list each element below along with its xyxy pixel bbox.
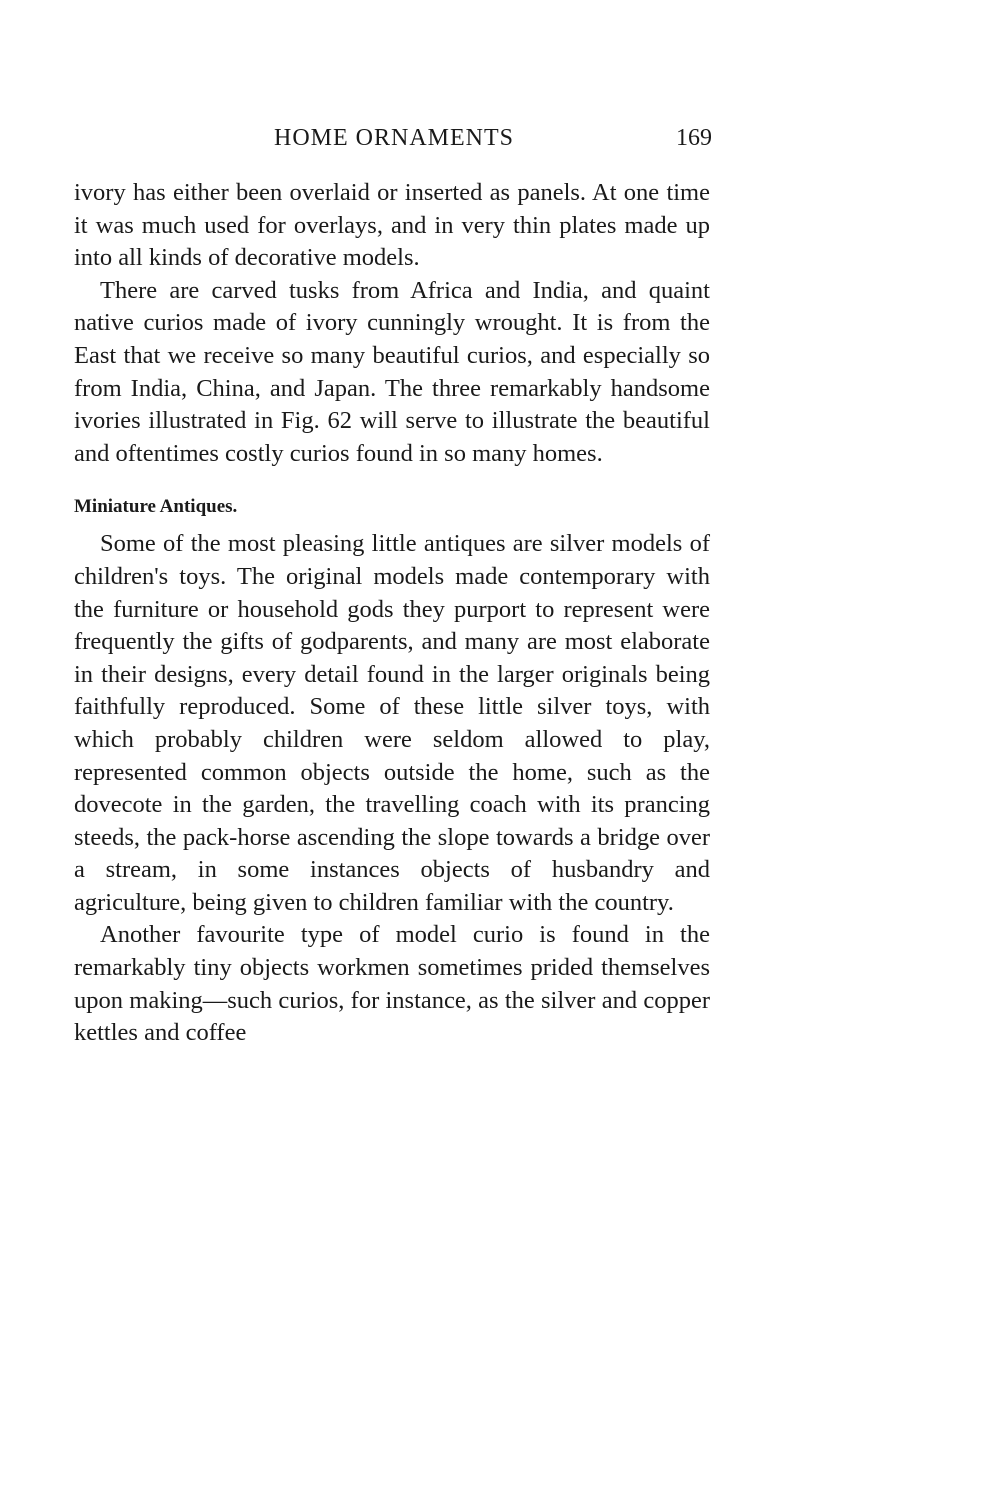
paragraph-model-curio: Another favourite type of model curio is found in the remarkably tiny objects workmen sometimes prided themselves upon making—such curios, for instance, as the silver and copper kettles and coffee	[74, 921, 710, 1047]
section-heading: Miniature Antiques.	[74, 496, 238, 518]
body-text	[74, 177, 710, 1050]
paragraph-continued: ivory has either been overlaid or inserted as panels. At one time it was much used for overlays, and in very thin plates made up into all kinds of decorative models.	[74, 179, 710, 272]
running-head	[76, 118, 712, 158]
page-number: 169	[676, 125, 712, 151]
running-title: HOME ORNAMENTS	[273, 125, 514, 151]
paragraph-silver-models: Some of the most pleasing little antiques are silver models of children's toys. The original models made contemporary with the furniture or household gods they purport to represent were frequently the gifts of godparents, and many are most elaborate in their designs, every detail found in the larger originals being faithfully reproduced. Some of these little silver toys, with which probably children were seldom allowed to play, represented common objects outside the home, such as the dovecote in the garden, the travelling coach with its prancing steeds, the pack-horse ascending the slope towards a bridge over a stream, in some instances objects of husbandry and agriculture, being given to children familiar with the country.	[74, 530, 710, 916]
paragraph-carved-tusks: There are carved tusks from Africa and India, and quaint native curios made of ivory cunningly wrought. It is from the East that we receive so many beautiful curios, and especially so from India, China, and Japan. The three remarkably handsome ivories illustrated in Fig. 62 will serve to illustrate the beautiful and oftentimes costly curios found in so many homes.	[74, 276, 710, 467]
